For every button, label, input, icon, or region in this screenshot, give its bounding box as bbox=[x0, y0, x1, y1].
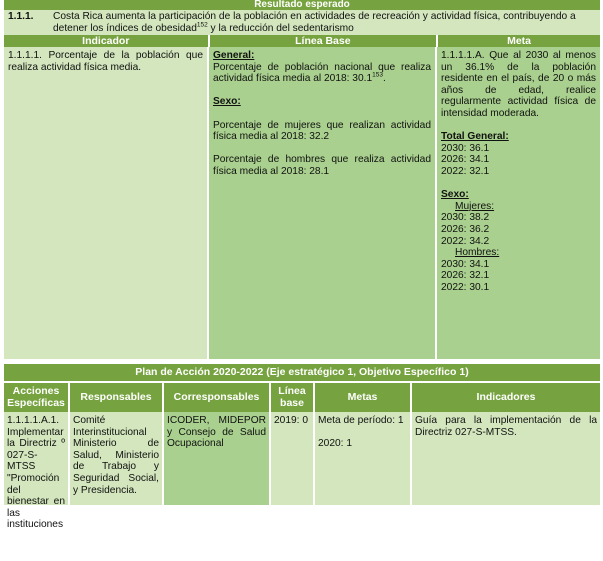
header-indicadores: Indicadores bbox=[476, 390, 536, 403]
header-linea-base: Línea base bbox=[271, 383, 315, 412]
plan-table bbox=[4, 364, 600, 531]
col-meta: Meta bbox=[507, 35, 532, 47]
sexo-label: Sexo: bbox=[213, 96, 241, 108]
hombres-text: Porcentaje de hombres que realiza actividad física media al 2018: 28.1 bbox=[213, 154, 431, 177]
indicador-cell bbox=[4, 47, 209, 359]
cell-linea-base: 2019: 0 bbox=[271, 412, 315, 505]
plan-title: Plan de Acción 2020-2022 (Eje estratégico 1, Objetivo Específico 1) bbox=[4, 364, 600, 381]
cell-acciones: 1.1.1.1.A.1. Implementar la Directriz º 027-S- MTSS "Promoción del bienestar en las instituciones bbox=[4, 412, 70, 505]
total-value: 2022: 32.1 bbox=[441, 165, 490, 177]
general-text-main: Porcentaje de población nacional que realiza actividad física media al 2018: 30.1 bbox=[213, 61, 431, 85]
column-headers bbox=[4, 35, 600, 47]
mujeres-value: 2022: 34.2 bbox=[441, 235, 490, 247]
hombres-value: 2030: 34.1 bbox=[441, 258, 490, 270]
header-acciones: Acciones Específicas bbox=[4, 383, 70, 412]
linea-base-cell bbox=[209, 47, 437, 359]
metas-periodo: Meta de período: 1 bbox=[318, 415, 404, 426]
general-text bbox=[213, 62, 431, 85]
resultado-text bbox=[53, 11, 596, 34]
general-text-end: . bbox=[383, 73, 386, 85]
col-linea-base: Línea Base bbox=[210, 35, 438, 47]
resultado-number: 1.1.1. bbox=[8, 11, 34, 22]
plan-row bbox=[4, 412, 600, 531]
hombres-value: 2022: 30.1 bbox=[441, 281, 490, 293]
cell-responsables: Comité Interinstitucional Ministerio de Salud, Ministerio de Trabajo y Seguridad Social, y Presidencia. bbox=[70, 412, 164, 505]
total-value: 2026: 34.1 bbox=[441, 154, 490, 166]
meta-sexo-label: Sexo: bbox=[441, 189, 469, 201]
mujeres-text: Porcentaje de mujeres que realizan actividad física media al 2018: 32.2 bbox=[213, 119, 431, 143]
mujeres-label: Mujeres: bbox=[455, 200, 495, 212]
mujeres-value: 2030: 38.2 bbox=[441, 212, 490, 224]
resultado-row bbox=[4, 10, 600, 35]
cell-corresponsables: ICODER, MIDEPOR y Consejo de Salud Ocupacional bbox=[164, 412, 271, 505]
header-metas: Metas bbox=[315, 383, 412, 412]
col-indicador: Indicador bbox=[4, 35, 210, 47]
footnote-153: 153 bbox=[372, 71, 383, 79]
general-label: General: bbox=[213, 50, 255, 61]
indicator-row bbox=[4, 47, 600, 359]
indicador-text: 1.1.1.1. Porcentaje de la población que realiza actividad física media. bbox=[8, 50, 203, 73]
meta-cell bbox=[437, 47, 600, 359]
footnote-152: 152 bbox=[196, 21, 208, 29]
hombres-label: Hombres: bbox=[455, 247, 500, 259]
resultado-text-end: y la reducción del sedentarismo bbox=[207, 22, 354, 34]
cell-indicadores: Guía para la implementación de la Directriz 027-S-MTSS. bbox=[412, 412, 600, 505]
cell-metas bbox=[315, 412, 412, 505]
resultado-text-main: Costa Rica aumenta la participación de la población en actividades de recreación y actividad física, contribuyendo a detener los índices de obesidad bbox=[53, 11, 576, 34]
mujeres-value: 2026: 36.2 bbox=[441, 223, 490, 235]
metas-2020: 2020: 1 bbox=[318, 438, 352, 450]
plan-headers bbox=[4, 381, 600, 412]
header-corresponsables: Corresponsables bbox=[164, 383, 271, 412]
header-responsables: Responsables bbox=[70, 383, 164, 412]
total-value: 2030: 36.1 bbox=[441, 142, 490, 154]
total-general-label: Total General: bbox=[441, 131, 509, 143]
resultado-table bbox=[4, 0, 600, 359]
meta-text: 1.1.1.1.A. Que al 2030 al menos un 36.1% de la población residente en el país, de 20 o más años de edad, realice regularmente actividad física de intensidad moderada. bbox=[441, 50, 596, 119]
resultado-header: Resultado esperado bbox=[4, 0, 600, 10]
hombres-value: 2026: 32.1 bbox=[441, 270, 490, 282]
